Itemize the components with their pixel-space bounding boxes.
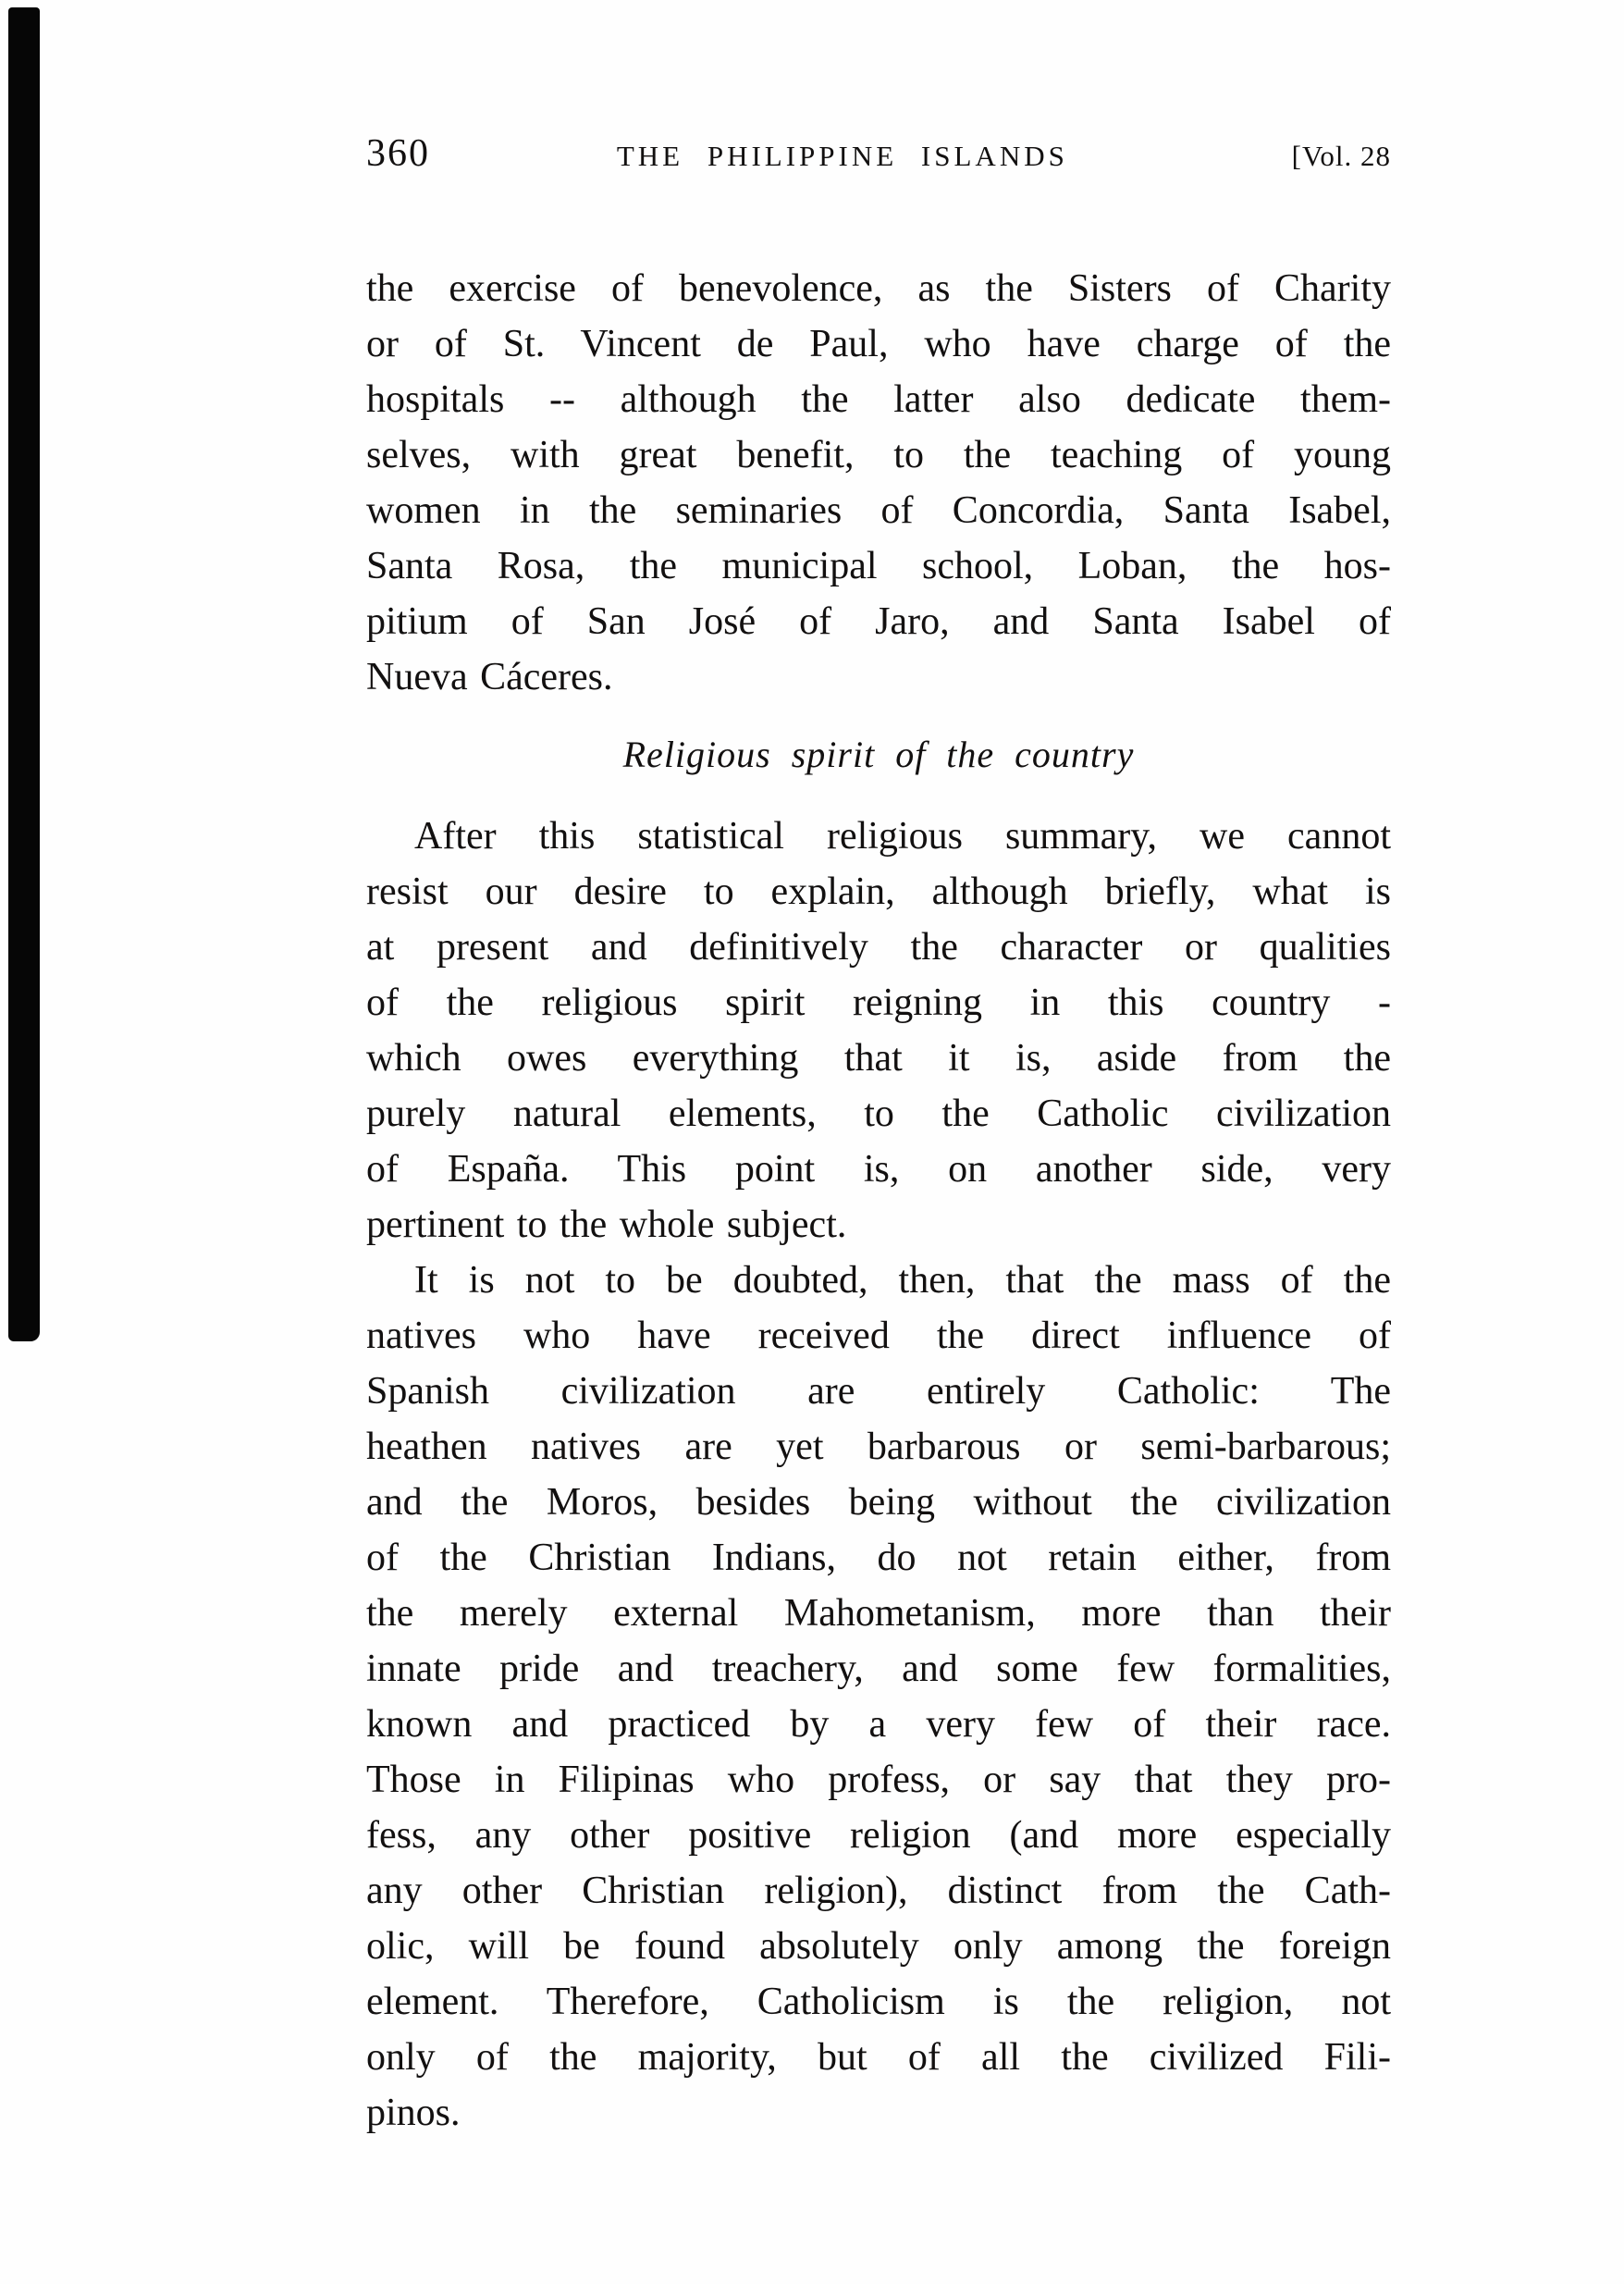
text-line: heathen natives are yet barbarous or semi-barbarous; [366,1426,1391,1468]
text-line: only of the majority, but of all the civilized Fili- [366,2036,1391,2079]
text-line: innate pride and treachery, and some few formalities, [366,1648,1391,1690]
text-line: pinos. [366,2092,461,2134]
text-line: Santa Rosa, the municipal school, Loban, the hos- [366,545,1391,587]
paragraph [366,1253,1391,2141]
text-line: which owes everything that it is, aside from the [366,1037,1391,1080]
text-line: the merely external Mahometanism, more than their [366,1592,1391,1635]
text-line: pertinent to the whole subject. [366,1204,847,1246]
text-line: and the Moros, besides being without the civilization [366,1481,1391,1524]
page-header [366,131,1391,176]
text-line: pitium of San José of Jaro, and Santa Isabel of [366,600,1391,643]
text-line: at present and definitively the character or qualities [366,926,1391,969]
text-line: any other Christian religion), distinct from the Cath- [366,1870,1391,1912]
text-line: hospitals -- although the latter also dedicate them- [366,378,1391,421]
text-line: selves, with great benefit, to the teaching of young [366,434,1391,476]
text-line: Nueva Cáceres. [366,656,613,698]
running-title: THE PHILIPPINE ISLANDS [616,140,1068,172]
text-line: natives who have received the direct influence of [366,1315,1391,1357]
text-line: After this statistical religious summary, we cannot [414,815,1391,858]
text-line: Spanish civilization are entirely Catholic: The [366,1370,1391,1413]
text-line: women in the seminaries of Concordia, Santa Isabel, [366,489,1391,532]
section-heading: Religious spirit of the country [622,734,1135,775]
text-line: of the Christian Indians, do not retain either, from [366,1537,1391,1579]
text-line: Those in Filipinas who profess, or say that they pro- [366,1759,1391,1801]
text-line: It is not to be doubted, then, that the mass of the [414,1259,1391,1302]
text-line: or of St. Vincent de Paul, who have charge of the [366,323,1391,365]
scan-gutter-bar [8,7,40,1341]
text-line: known and practiced by a very few of their race. [366,1703,1391,1746]
text-line: resist our desire to explain, although briefly, what is [366,870,1391,913]
text-line: of the religious spirit reigning in this country - [366,982,1391,1024]
text-line: of España. This point is, on another side, very [366,1148,1391,1191]
paragraph [366,261,1391,705]
paragraph [366,809,1391,1253]
text-line: purely natural elements, to the Catholic civilization [366,1093,1391,1135]
volume-label: [Vol. 28 [1291,140,1391,172]
text-line: fess, any other positive religion (and more especially [366,1814,1391,1857]
text-line: the exercise of benevolence, as the Sisters of Charity [366,267,1391,310]
page-number: 360 [366,132,430,175]
text-line: olic, will be found absolutely only among the foreign [366,1925,1391,1968]
text-line: element. Therefore, Catholicism is the religion, not [366,1981,1391,2023]
page-body [366,261,1391,2141]
